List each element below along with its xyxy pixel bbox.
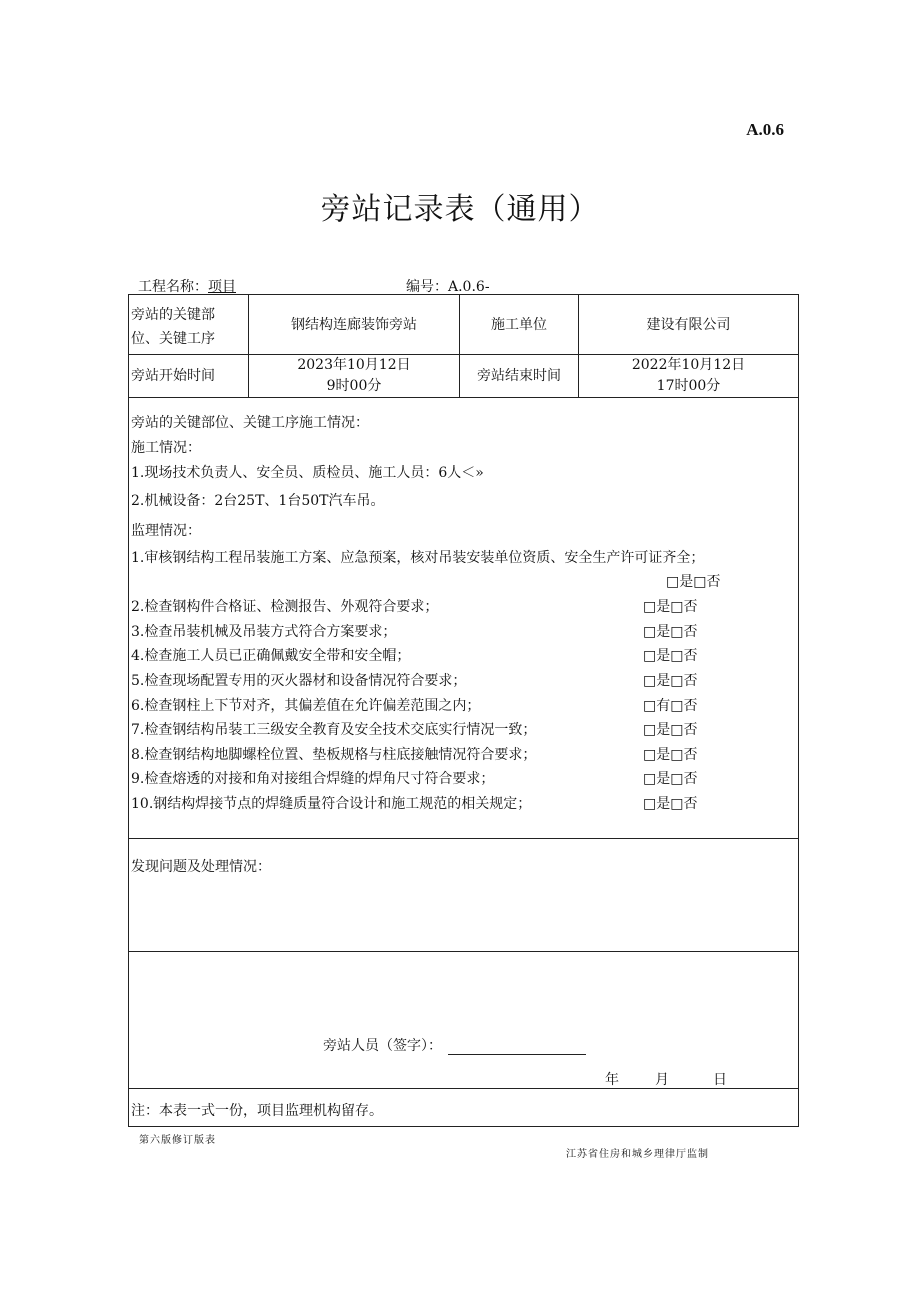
start-date: 2023年10月12日 [297,357,411,373]
unit-value: 建设有限公司 [646,316,731,333]
project-label: 工程名称： [138,279,208,295]
end-label: 旁站结束时间 [477,368,561,384]
day-label: 日 [713,1072,727,1088]
end-time-cell [579,355,798,397]
year-label: 年 [605,1072,619,1088]
supervision-item: 6.检查钢柱上下节对齐，其偏差值在允许偏差范围之内； [131,698,481,714]
yes-no-checkbox[interactable]: □是□否 [643,796,698,812]
supervision-item: 3.检查吊装机械及吊装方式符合方案要求； [131,624,397,640]
yes-no-checkbox[interactable]: □是□否 [666,574,721,590]
unit-label: 施工单位 [491,316,547,333]
footer-right: 江苏省住房和城乡理律厅监制 [566,1149,709,1160]
end-time: 17时00分 [656,378,721,394]
page-title: 旁站记录表（通用） [320,192,600,227]
start-time: 9时00分 [326,378,382,394]
number-value: A.0.6- [448,279,490,295]
footer-left: 第六版修订版表 [139,1135,216,1146]
supervision-item: 1.审核钢结构工程吊装施工方案、应急预案，核对吊装安装单位资质、安全生产许可证齐全； [131,550,705,566]
supervision-item: 8.检查钢结构地脚螺栓位置、垫板规格与柱底接触情况符合要求； [131,747,537,763]
supervision-heading: 监理情况： [131,523,201,539]
row-divider [129,397,798,398]
yes-no-checkbox[interactable]: □有□否 [643,698,698,714]
signature-label: 旁站人员（签字）： [323,1038,442,1054]
form-number [406,276,490,296]
yes-no-checkbox[interactable]: □是□否 [643,624,698,640]
yes-no-checkbox[interactable]: □是□否 [643,648,698,664]
supervision-item: 4.检查施工人员已正确佩戴安全带和安全帽； [131,648,411,664]
yes-no-checkbox[interactable]: □是□否 [643,673,698,689]
construction-sub: 施工情况： [131,440,201,456]
supervision-item: 10.钢结构焊接节点的焊缝质量符合设计和施工规范的相关规定； [131,796,532,812]
issues-heading: 发现问题及处理情况： [131,859,271,875]
key-part-label: 旁站的关键部位、关键工序 [131,307,215,347]
signature-field[interactable] [323,1035,586,1055]
month-blank[interactable] [619,1074,655,1089]
yes-no-checkbox[interactable]: □是□否 [643,747,698,763]
row-divider [129,951,798,952]
project-name [138,276,236,296]
year-blank[interactable] [559,1074,605,1089]
start-time-cell [249,355,459,397]
construction-heading: 旁站的关键部位、关键工序施工情况： [131,415,369,431]
signature-line[interactable] [448,1040,586,1055]
form-code: A.0.6 [746,120,784,139]
supervision-item: 2.检查钢构件合格证、检测报告、外观符合要求； [131,599,439,615]
supervision-item: 9.检查熔透的对接和角对接组合焊缝的焊角尺寸符合要求； [131,771,495,787]
yes-no-checkbox[interactable]: □是□否 [643,599,698,615]
end-date: 2022年10月12日 [631,357,746,373]
note: 注：本表一式一份，项目监理机构留存。 [131,1103,383,1119]
record-table [128,294,799,1127]
yes-no-checkbox[interactable]: □是□否 [643,771,698,787]
signature-date [559,1069,727,1089]
supervision-item: 7.检查钢结构吊装工三级安全教育及安全技术交底实行情况一致； [131,722,537,738]
construction-item: 2.机械设备：2台25T、1台50T汽车吊。 [131,493,385,509]
month-label: 月 [655,1072,669,1088]
day-blank[interactable] [669,1074,713,1089]
supervision-item: 5.检查现场配置专用的灭火器材和设备情况符合要求； [131,673,467,689]
key-part-value: 钢结构连廊装饰旁站 [291,316,417,333]
construction-item: 1.现场技术负责人、安全员、质检员、施工人员：6人＜» [131,465,484,481]
yes-no-checkbox[interactable]: □是□否 [643,722,698,738]
start-label: 旁站开始时间 [131,368,215,384]
row-divider [129,838,798,839]
number-label: 编号： [406,279,448,295]
project-value: 项目 [208,279,236,295]
